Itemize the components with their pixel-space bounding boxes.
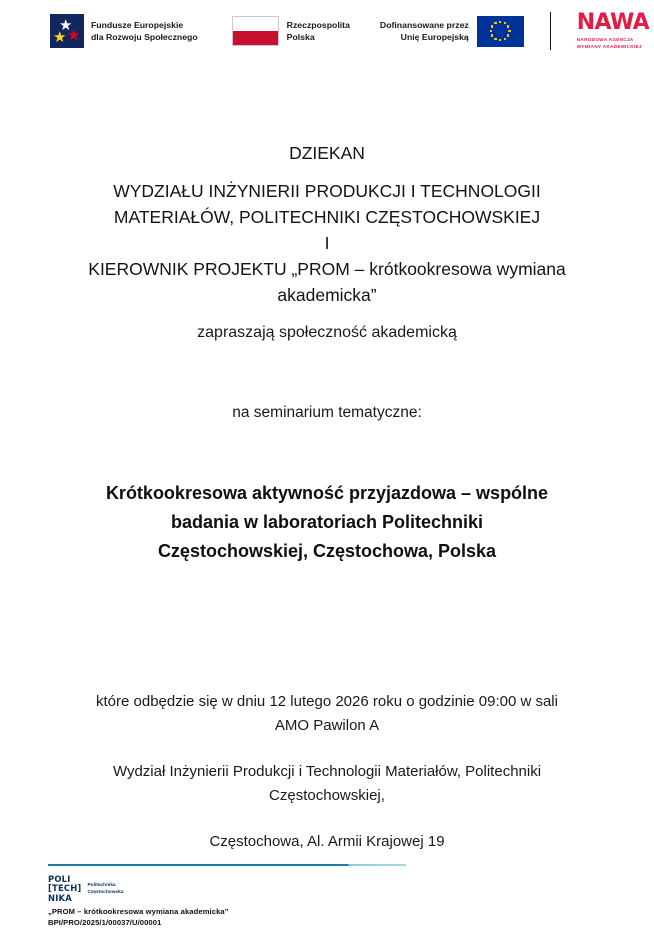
fe-line-2: dla Rozwoju Społecznego [91, 32, 198, 42]
footer-reference-number: BPI/PRO/2025/1/00037/U/00001 [48, 918, 162, 928]
seminar-title [27, 479, 627, 566]
pl-line-2: Polska [286, 32, 315, 42]
pcz-name-label [87, 882, 123, 896]
fundusze-europejskie-label [91, 19, 198, 43]
eu-star-icon [491, 34, 493, 36]
faculty-line-1: WYDZIAŁU INŻYNIERII PRODUKCJI I TECHNOLOGII [113, 181, 541, 201]
poland-flag-icon [232, 16, 279, 46]
eu-star-icon [507, 34, 509, 36]
pcz-wordmark-icon [48, 875, 81, 903]
footer-rule [48, 864, 406, 866]
venue-line-2: Częstochowskiej, [269, 787, 385, 804]
event-details [27, 690, 627, 854]
document-footer [48, 864, 608, 927]
eu-star-icon [499, 21, 501, 23]
pcz-bracket-left: [ [48, 883, 53, 894]
eu-star-icon [491, 25, 493, 27]
footer-project-name: „PROM – krótkookresowa wymiana akademicka” [48, 907, 229, 917]
pcz-name-line-1: Politechnika [87, 882, 116, 888]
seminar-title-line-1: Krótkookresowa aktywność przyjazdowa – wspólne [105, 483, 549, 503]
eu-star-icon [494, 38, 496, 40]
eu-star-icon [504, 38, 506, 40]
faculty-line-2: MATERIAŁÓW, POLITECHNIKI CZĘSTOCHOWSKIEJ [113, 207, 541, 227]
eu-star-icon [490, 30, 492, 32]
header-divider [550, 12, 551, 50]
flag-red-stripe [233, 31, 278, 45]
eu-star-icon [507, 25, 509, 27]
details-datetime-line-1: które odbędzie się w dniu 12 lutego 2026 roku o godzinie 09:00 w sali [96, 693, 558, 710]
star-yellow-icon: ★ [53, 29, 67, 46]
eu-star-icon [494, 22, 496, 24]
nawa-logo-block [576, 9, 650, 50]
politechnika-czestochowska-logo [48, 875, 608, 903]
funding-logos-header [0, 0, 654, 62]
details-datetime-line-2: AMO Pawilon A [274, 717, 380, 734]
eu-star-icon [508, 30, 510, 32]
eu-star-icon [499, 39, 501, 41]
venue-line-1: Wydział Inżynierii Produkcji i Technologii Materiałów, Politechniki [112, 763, 542, 780]
rzeczpospolita-polska-label [287, 19, 350, 43]
eu-line-1: Dofinansowane przez [379, 20, 469, 30]
nawa-sub-line-1: NARODOWA AGENCJA [576, 36, 634, 42]
star-red-icon: ★ [67, 27, 81, 44]
star-white-icon: ★ [59, 17, 73, 34]
pcz-mark-line-2-text: TECH [52, 883, 78, 894]
venue-address: Częstochowa, Al. Armii Krajowej 19 [209, 833, 445, 850]
project-lead-line-1: KIEROWNIK PROJEKTU „PROM – krótkookresowa wymiana [88, 259, 566, 279]
pcz-bracket-right: ] [77, 883, 82, 894]
rzeczpospolita-polska-block [232, 16, 350, 46]
seminar-title-line-2: badania w laboratoriach Politechniki [170, 512, 484, 532]
fundusze-europejskie-logo-icon [50, 14, 84, 48]
nawa-subtitle [577, 37, 642, 50]
conjunction-and: I [324, 233, 330, 253]
dean-label: DZIEKAN [289, 143, 365, 163]
fe-line-1: Fundusze Europejskie [91, 20, 184, 30]
eu-line-2: Unię Europejską [400, 32, 469, 42]
pcz-mark-line-1: POLI [48, 874, 71, 884]
pcz-mark-line-3: NIKA [48, 892, 72, 903]
invitation-body [27, 140, 627, 854]
nawa-wordmark: NAWA [576, 9, 650, 35]
nawa-sub-line-2: WYMIANY AKADEMICKIEJ [576, 43, 642, 49]
pl-line-1: Rzeczpospolita [286, 20, 350, 30]
european-union-funding-label [380, 19, 469, 43]
seminar-intro: na seminarium tematyczne: [232, 404, 422, 421]
fundusze-europejskie-block [50, 14, 198, 48]
pcz-name-line-2: Częstochowska [87, 890, 124, 896]
seminar-title-line-3: Częstochowskiej, Częstochowa, Polska [157, 541, 497, 561]
eu-star-icon [504, 22, 506, 24]
project-lead-line-2: akademicka” [277, 285, 377, 305]
logo-group [50, 9, 650, 50]
flag-white-stripe [233, 17, 278, 31]
european-union-flag-icon [477, 16, 524, 47]
invitation-line: zapraszają społeczność akademicką [197, 324, 457, 341]
european-union-funding-block [380, 16, 524, 47]
